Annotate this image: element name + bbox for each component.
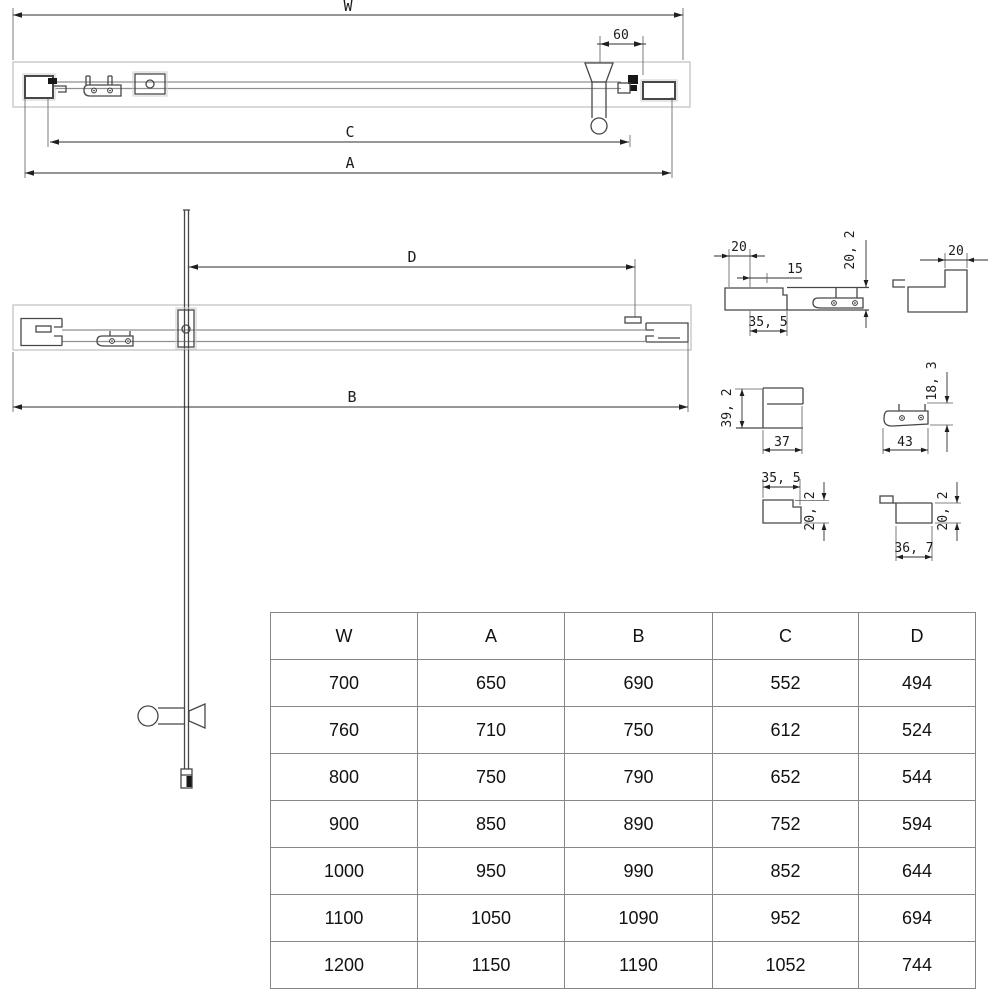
table-cell: 952 bbox=[713, 895, 859, 942]
table-row bbox=[271, 801, 976, 848]
table-cell: 852 bbox=[713, 848, 859, 895]
dimension-c bbox=[48, 99, 630, 147]
table-cell: 760 bbox=[271, 707, 418, 754]
table-cell: 1100 bbox=[271, 895, 418, 942]
slider-block bbox=[133, 72, 167, 96]
table-cell: 690 bbox=[565, 660, 713, 707]
column-header-a: A bbox=[418, 613, 565, 660]
column-header-w: W bbox=[271, 613, 418, 660]
corner-profile-section bbox=[893, 244, 988, 312]
dim-label-p1-355: 35, 5 bbox=[748, 315, 788, 330]
table-cell: 900 bbox=[271, 801, 418, 848]
table-cell: 790 bbox=[565, 754, 713, 801]
rod-handle bbox=[138, 704, 205, 728]
dim-label-p6-355: 35, 5 bbox=[761, 471, 801, 486]
header-row bbox=[271, 613, 976, 660]
table-cell: 644 bbox=[859, 848, 976, 895]
dim-label-p7-367: 36, 7 bbox=[894, 541, 934, 556]
dimension-d bbox=[189, 248, 635, 317]
dim-label-p1-20: 20 bbox=[731, 240, 747, 255]
dim-label-a: A bbox=[345, 154, 355, 172]
dim-label-60: 60 bbox=[613, 28, 629, 43]
table-cell: 494 bbox=[859, 660, 976, 707]
dimension-w bbox=[13, 0, 683, 60]
column-header-c: C bbox=[713, 613, 859, 660]
left-wall-bracket bbox=[23, 74, 66, 100]
end-clip bbox=[625, 317, 641, 323]
table-cell: 890 bbox=[565, 801, 713, 848]
dim-label-w: W bbox=[343, 0, 353, 15]
u-profile-section bbox=[761, 471, 829, 541]
dim-label-b: B bbox=[347, 388, 357, 406]
hinge-bracket bbox=[84, 76, 121, 96]
table-cell: 1190 bbox=[565, 942, 713, 989]
table-cell: 650 bbox=[418, 660, 565, 707]
table-cell: 1150 bbox=[418, 942, 565, 989]
table-cell: 594 bbox=[859, 801, 976, 848]
clip-profile-section bbox=[883, 361, 953, 454]
table-row bbox=[271, 848, 976, 895]
dim-label-p5-183: 18, 3 bbox=[925, 361, 940, 401]
table-cell: 612 bbox=[713, 707, 859, 754]
table-cell: 752 bbox=[713, 801, 859, 848]
rod-slider-block bbox=[176, 308, 196, 349]
dim-label-p3-20: 20 bbox=[948, 244, 964, 259]
table-cell: 800 bbox=[271, 754, 418, 801]
table-cell: 990 bbox=[565, 848, 713, 895]
latch-clip bbox=[618, 75, 638, 93]
dim-label-p6-202: 20, 2 bbox=[803, 491, 818, 531]
left-wall-bracket-front bbox=[21, 319, 62, 346]
table-row bbox=[271, 942, 976, 989]
right-wall-bracket-front bbox=[646, 323, 688, 342]
table-row bbox=[271, 895, 976, 942]
l-profile-section bbox=[720, 388, 803, 454]
dimension-b bbox=[13, 326, 688, 412]
table-cell: 750 bbox=[565, 707, 713, 754]
table-cell: 524 bbox=[859, 707, 976, 754]
door-knob bbox=[585, 63, 613, 134]
table-cell: 1000 bbox=[271, 848, 418, 895]
top-view-drawing bbox=[13, 0, 690, 178]
size-table bbox=[270, 612, 976, 989]
dim-label-p5-43: 43 bbox=[897, 435, 913, 450]
dim-label-p4-392: 39, 2 bbox=[720, 388, 735, 428]
profile-sections bbox=[714, 230, 988, 561]
table-cell: 950 bbox=[418, 848, 565, 895]
column-header-b: B bbox=[565, 613, 713, 660]
table-cell: 652 bbox=[713, 754, 859, 801]
table-row bbox=[271, 707, 976, 754]
support-rod bbox=[183, 210, 190, 769]
size-table-container bbox=[270, 612, 976, 989]
dim-label-c: C bbox=[345, 123, 355, 141]
column-header-d: D bbox=[859, 613, 976, 660]
table-row bbox=[271, 660, 976, 707]
dim-label-p7-202: 20, 2 bbox=[936, 491, 951, 531]
table-cell: 750 bbox=[418, 754, 565, 801]
table-cell: 544 bbox=[859, 754, 976, 801]
table-cell: 1050 bbox=[418, 895, 565, 942]
glass-clip-front bbox=[97, 331, 133, 346]
dim-label-d: D bbox=[407, 248, 417, 266]
table-cell: 1090 bbox=[565, 895, 713, 942]
dim-label-p4-37: 37 bbox=[774, 435, 790, 450]
table-cell: 700 bbox=[271, 660, 418, 707]
table-cell: 1200 bbox=[271, 942, 418, 989]
table-cell: 552 bbox=[713, 660, 859, 707]
table-row bbox=[271, 754, 976, 801]
table-cell: 850 bbox=[418, 801, 565, 848]
table-cell: 744 bbox=[859, 942, 976, 989]
dimension-60 bbox=[597, 28, 646, 75]
table-cell: 710 bbox=[418, 707, 565, 754]
dim-label-p2-202: 20, 2 bbox=[843, 230, 858, 270]
hook-profile-section bbox=[880, 482, 961, 561]
table-cell: 694 bbox=[859, 895, 976, 942]
rod-end-cap bbox=[181, 769, 192, 788]
dim-label-p1-15: 15 bbox=[787, 262, 803, 277]
table-cell: 1052 bbox=[713, 942, 859, 989]
rail-clip-section bbox=[813, 230, 868, 328]
